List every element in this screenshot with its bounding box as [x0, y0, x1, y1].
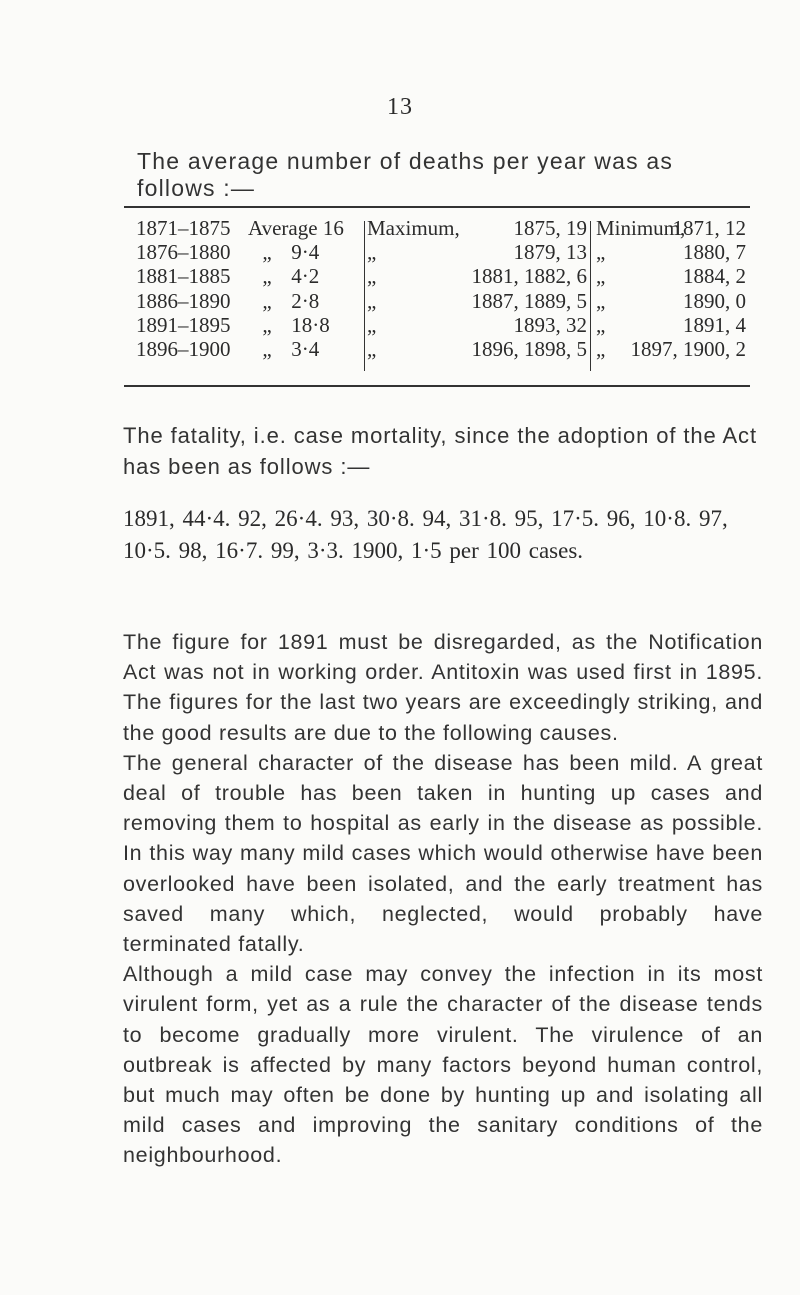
page-number: 13 — [387, 94, 413, 120]
minimum-value: 1880, 7 — [683, 240, 746, 265]
body-text — [123, 627, 763, 1171]
maximum-value: 1887, 1889, 5 — [471, 288, 587, 313]
ditto-mark: „ — [262, 288, 272, 313]
ditto-mark: „ — [262, 336, 272, 361]
ditto-mark: „ — [367, 240, 377, 265]
minimum-value: 1871, 12 — [672, 216, 746, 240]
table-row — [136, 313, 364, 337]
table-row — [596, 289, 746, 313]
average-value: 4·2 — [291, 264, 320, 289]
table-row — [367, 313, 587, 337]
ditto-mark: „ — [367, 288, 377, 313]
table-row — [367, 264, 587, 288]
minimum-value: 1890, 0 — [683, 288, 746, 313]
table-row — [136, 289, 364, 313]
ditto-mark: „ — [367, 312, 377, 337]
maximum-value: 1881, 1882, 6 — [471, 264, 587, 289]
table-row — [596, 313, 746, 337]
average-value: 18·8 — [291, 312, 330, 337]
table-row — [596, 264, 746, 288]
period: 1871–1875 — [136, 216, 231, 240]
table-row — [596, 240, 746, 264]
period: 1886–1890 — [136, 288, 231, 313]
ditto-mark: „ — [596, 264, 606, 289]
table-row — [136, 216, 364, 240]
fatality-intro: The fatality, i.e. case mortality, since the adoption of the Act has been as follows :— — [123, 423, 757, 479]
ditto-mark: „ — [596, 240, 606, 265]
table-row — [136, 264, 364, 288]
deaths-table — [124, 206, 750, 387]
ditto-mark: „ — [367, 336, 377, 361]
table-row — [367, 216, 587, 240]
table-row — [367, 337, 587, 361]
period: 1896–1900 — [136, 336, 231, 361]
minimum-label: Minimum, — [596, 216, 686, 240]
maximum-label: Maximum, — [367, 216, 460, 240]
period: 1876–1880 — [136, 240, 231, 265]
average-label: Average — [248, 216, 318, 240]
minimum-value: 1897, 1900, 2 — [630, 336, 746, 361]
ditto-mark: „ — [262, 240, 272, 265]
table-row — [596, 216, 746, 240]
fatality-rates: 1891, 44·4. 92, 26·4. 93, 30·8. 94, 31·8. 95, 17·5. 96, 10·8. 97, 10·5. 98, 16·7. 99, 3·3. 1900, 1·5 per 100 cases. — [123, 506, 728, 563]
column-divider — [364, 221, 365, 371]
averages-column — [136, 216, 364, 361]
average-value: 16 — [322, 216, 344, 240]
average-value: 3·4 — [291, 336, 320, 361]
paragraph: Although a mild case may convey the infection in its most virulent form, yet as a rule the character of the disease tends to become gradually more virulent. The virulence of an outbreak is affected by many factors beyond human control, but much may often be done by hunting up and isolating all mild cases and improving the sanitary conditions of the neighbourhood. — [123, 962, 763, 1168]
paragraph: The figure for 1891 must be disregarded, as the Notification Act was not in working order. Antitoxin was used first in 1895. The figures for the last two years are exceedingly striking, and the good results are due to the following causes. — [123, 630, 763, 745]
column-divider — [590, 221, 591, 371]
paragraph: The general character of the disease has been mild. A great deal of trouble has been taken in hunting up cases and removing them to hospital as early in the disease as possible. In this way many mild cases which would otherwise have been overlooked have been isolated, and the early treatment has saved many which, neglected, would probably have terminated fatally. — [123, 750, 763, 957]
period: 1891–1895 — [136, 312, 231, 337]
ditto-mark: „ — [367, 264, 377, 289]
minimum-value: 1891, 4 — [683, 312, 746, 337]
ditto-mark: „ — [596, 312, 606, 337]
intro-sentence: The average number of deaths per year was as follows :— — [137, 148, 674, 201]
average-value: 2·8 — [291, 288, 320, 313]
table-row — [367, 289, 587, 313]
ditto-mark: „ — [596, 336, 606, 361]
ditto-mark: „ — [262, 312, 272, 337]
maximum-column — [367, 216, 587, 361]
maximum-value: 1879, 13 — [513, 240, 587, 265]
maximum-value: 1875, 19 — [513, 216, 587, 240]
table-row — [136, 337, 364, 361]
minimum-value: 1884, 2 — [683, 264, 746, 289]
table-row — [367, 240, 587, 264]
minimum-column — [596, 216, 746, 361]
table-row — [136, 240, 364, 264]
maximum-value: 1896, 1898, 5 — [471, 336, 587, 361]
average-value: 9·4 — [291, 240, 320, 265]
period: 1881–1885 — [136, 264, 231, 289]
maximum-value: 1893, 32 — [513, 312, 587, 337]
table-row — [596, 337, 746, 361]
ditto-mark: „ — [596, 288, 606, 313]
ditto-mark: „ — [262, 264, 272, 289]
